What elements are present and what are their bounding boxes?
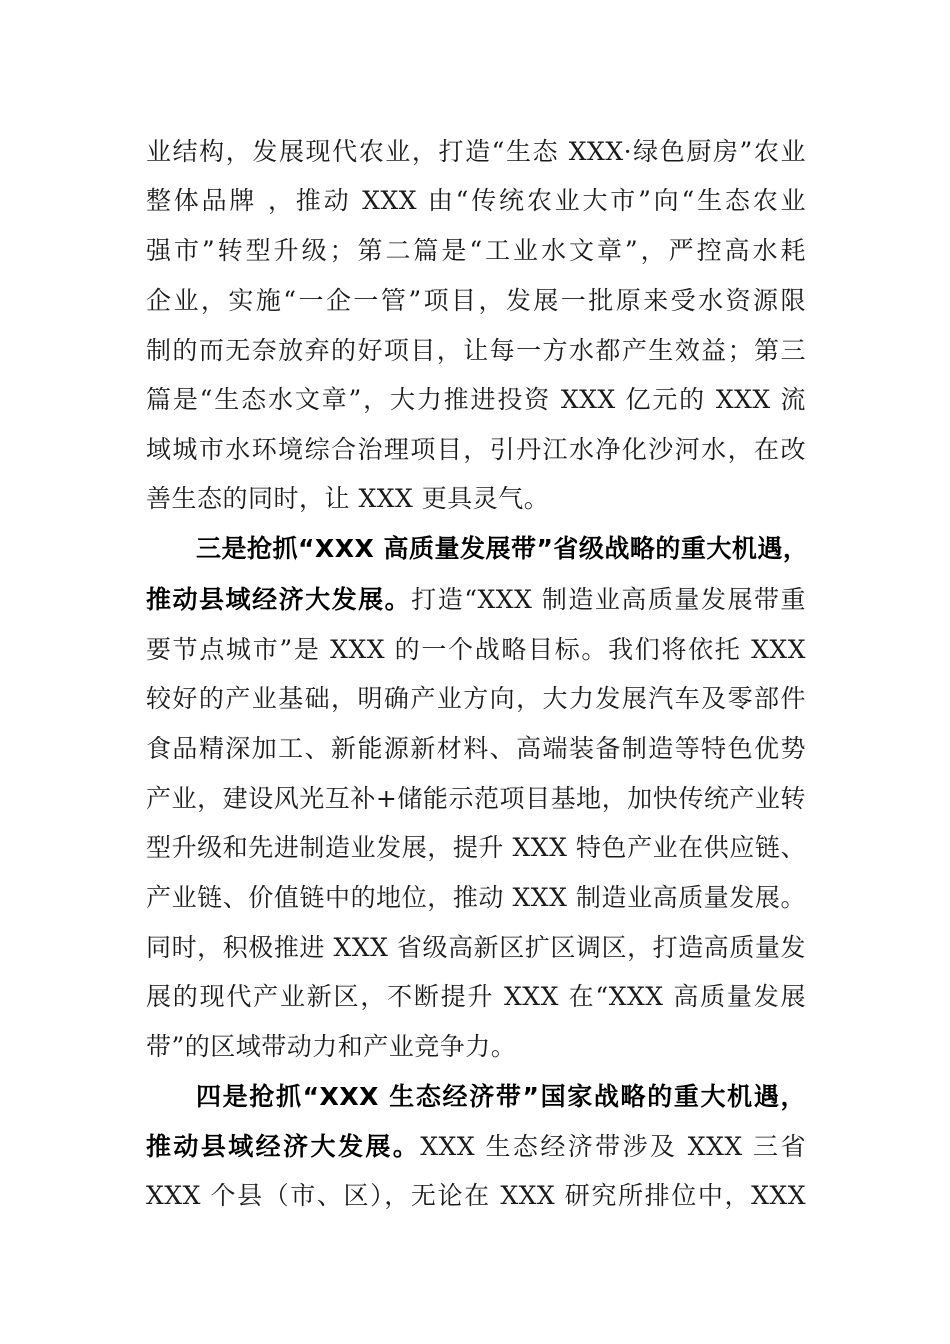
body-text-line: 产业链、价值链中的地位，推动 XXX 制造业高质量发展。 — [146, 883, 806, 912]
body-text-line: 制的而无奈放弃的好项目，让每一方水都产生效益；第三 — [146, 336, 806, 365]
section-heading-4-cont: 推动县域经济大发展。 — [146, 1132, 421, 1161]
section-4-text: XXX 生态经济带涉及 XXX 三省 — [420, 1132, 806, 1161]
section-4-line — [146, 1127, 806, 1167]
section-3-text: 打造“XXX 制造业高质量发展带重 — [411, 585, 806, 614]
section-heading-3: 三是抢抓“XXX 高质量发展带”省级战略的重大机遇， — [196, 534, 809, 563]
body-text-line: 产业，建设风光互补+储能示范项目基地，加快传统产业转 — [146, 784, 806, 813]
body-text-line: 展的现代产业新区，不断提升 XXX 在“XXX 高质量发展 — [146, 982, 806, 1011]
body-text-line: 企业，实施“一企一管”项目，发展一批原来受水资源限 — [146, 286, 806, 315]
section-heading-3-cont: 推动县域经济大发展。 — [146, 585, 412, 614]
section-heading-4: 四是抢抓“XXX 生态经济带”国家战略的重大机遇， — [196, 1082, 806, 1111]
body-text-line: 型升级和先进制造业发展，提升 XXX 特色产业在供应链、 — [146, 833, 806, 862]
body-text-line: 善生态的同时，让 XXX 更具灵气。 — [146, 484, 550, 513]
body-text-line: 域城市水环境综合治理项目，引丹江水净化沙河水，在改 — [146, 435, 806, 464]
body-text-line: 较好的产业基础，明确产业方向，大力发展汽车及零部件 — [146, 684, 806, 713]
body-text-line: XXX 个县（市、区），无论在 XXX 研究所排位中，XXX — [146, 1181, 806, 1210]
body-text-line: 篇是“生态水文章”，大力推进投资 XXX 亿元的 XXX 流 — [146, 385, 806, 414]
body-text-line: 业结构，发展现代农业，打造“生态 XXX·绿色厨房”农业 — [146, 137, 806, 166]
section-3-line — [146, 580, 806, 620]
body-text-line: 强市”转型升级；第二篇是“工业水文章”，严控高水耗 — [146, 236, 806, 265]
body-text-line: 食品精深加工、新能源新材料、高端装备制造等特色优势 — [146, 734, 806, 763]
body-text-line: 整体品牌 ，推动 XXX 由“传统农业大市”向“生态农业 — [146, 186, 806, 215]
body-text-line: 同时，积极推进 XXX 省级高新区扩区调区，打造高质量发 — [146, 933, 806, 962]
body-text-line: 要节点城市”是 XXX 的一个战略目标。我们将依托 XXX — [146, 635, 806, 664]
body-text-line: 带”的区域带动力和产业竞争力。 — [146, 1032, 517, 1061]
